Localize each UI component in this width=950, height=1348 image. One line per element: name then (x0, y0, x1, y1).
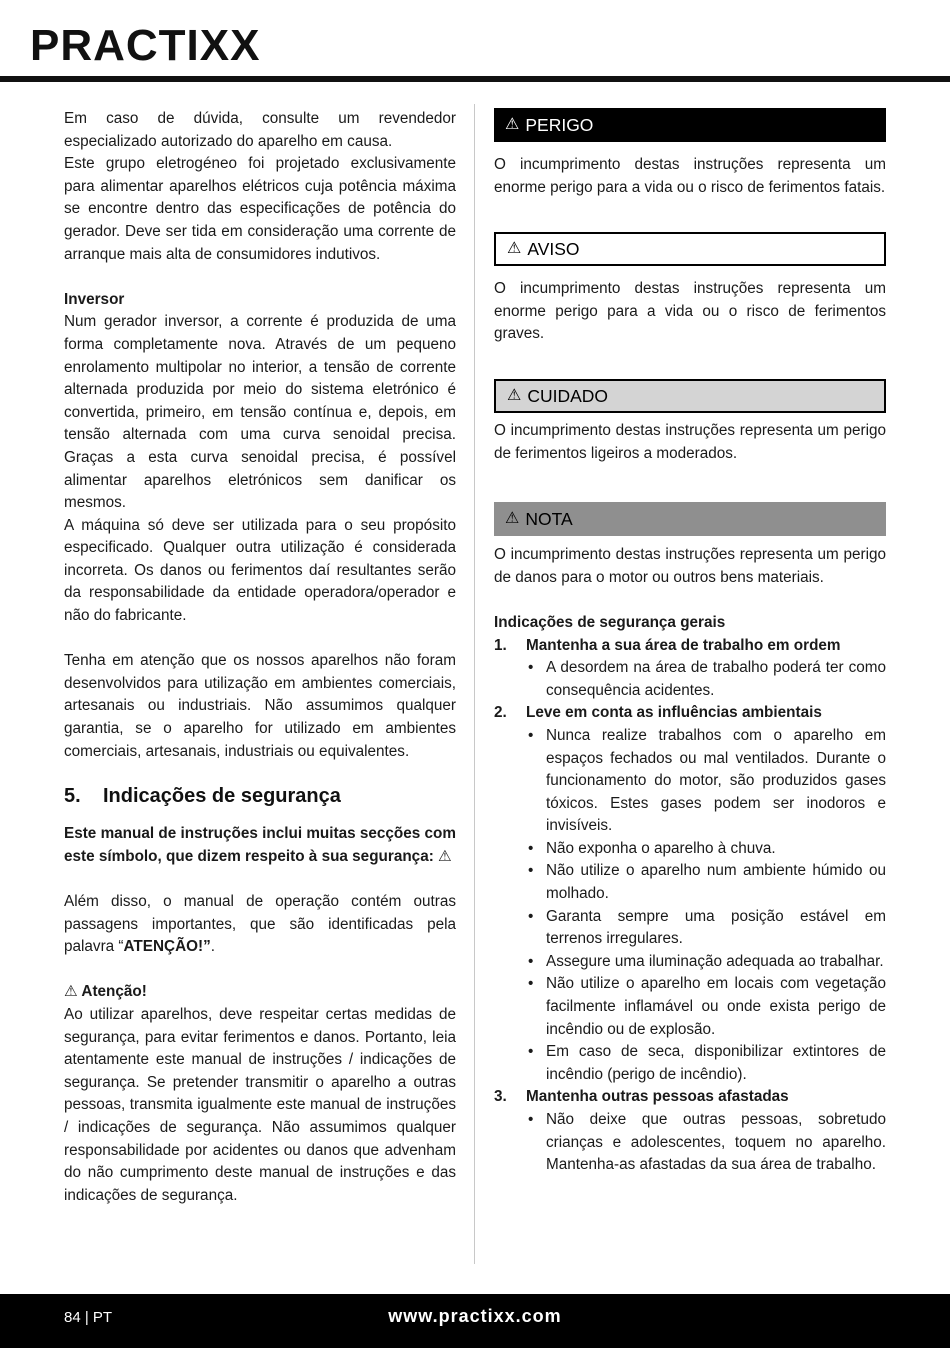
rule-title: Mantenha a sua área de trabalho em ordem (526, 636, 841, 654)
column-divider (474, 104, 475, 1264)
page-number: 84 | PT (64, 1309, 113, 1326)
header-rule (0, 76, 950, 82)
website-url[interactable]: www.practixx.com (388, 1306, 562, 1326)
rule-title: Mantenha outras pessoas afastadas (526, 1088, 789, 1106)
rule-bullet: • Não deixe que outras pessoas, sobretudo crianças e adolescentes, toquem no aparelho. Mantenha-as afastadas da sua área de trabalho. (546, 1109, 886, 1177)
brand-logo-text: PRACTIXX (30, 21, 261, 70)
warning-icon: ⚠ (505, 509, 520, 527)
warning-label: AVISO (527, 238, 580, 259)
note-label: NOTA (525, 508, 573, 529)
danger-text: O incumprimento destas instruções representa um enorme perigo para a vida ou o risco de ferimentos fatais. (494, 156, 886, 196)
safety-rules-list (494, 635, 886, 1177)
paragraph-dealer: Em caso de dúvida, consulte um revendedor especializado autorizado do aparelho em causa. (64, 110, 456, 150)
inversor-title: Inversor (64, 290, 125, 308)
rule-bullets (526, 1109, 886, 1177)
warning-icon: ⚠ (507, 239, 522, 257)
danger-label: PERIGO (525, 114, 594, 135)
paragraph-symbol-intro: Este manual de instruções inclui muitas secções com este símbolo, que dizem respeito à sua segurança: ⚠ (64, 825, 456, 865)
paragraph-warranty: Tenha em atenção que os nossos aparelhos não foram desenvolvidos para utilização em ambientes comerciais, artesanais ou industriais. Não assumimos qualquer garantia, se o aparelho for utilizado em ambientes comerciais, artesanais, industriais ou equivalentes. (64, 652, 456, 760)
left-column (64, 108, 456, 1207)
rule-bullet: • Assegure uma iluminação adequada ao trabalhar. (546, 951, 886, 974)
paragraph-intended-use: Este grupo eletrogéneo foi projetado exclusivamente para alimentar aparelhos elétricos cuja potência máxima se encontre dentro das especificações de potência do gerador. Deve ser tida em consideração uma corrente de arranque mais alta de consumidores indutivos. (64, 155, 456, 263)
rule-number: 1. (494, 636, 507, 654)
page-header (0, 0, 950, 84)
brand-logo (30, 14, 330, 76)
danger-box (494, 108, 886, 142)
safety-rule (494, 1086, 886, 1176)
caution-text: O incumprimento destas instruções representa um perigo de ferimentos ligeiros a moderados. (494, 421, 886, 462)
safety-rule (494, 702, 886, 1086)
rule-bullet: • Não utilize o aparelho em locais com vegetação facilmente inflamável ou onde exista perigo de incêndio ou de explosão. (546, 973, 886, 1041)
paragraph-attention-word (64, 891, 456, 959)
warning-box (494, 232, 886, 266)
section-heading (64, 783, 456, 809)
rule-bullet: • Nunca realize trabalhos com o aparelho em espaços fechados ou mal ventilados. Durante o funcionamento do motor, são produzidos gases tóxicos. Estes gases podem ser inodoros e invisíveis. (546, 725, 886, 838)
caution-box (494, 379, 886, 413)
rule-number: 3. (494, 1088, 507, 1106)
paragraph-inversor: Num gerador inversor, a corrente é produzida de uma forma completamente nova. Através de um pequeno enrolamento multipolar no interior, a tensão de corrente alternada produzida por meio do sistema eletrónico é convertida, primeiro, em tensão contínua e, depois, em tensão alternada com uma curva senoidal precisa. Graças a esta curva senoidal precisa, é possível alimentar aparelhos eletrónicos sem danificar os mesmos. (64, 313, 456, 512)
warning-icon: ⚠ (507, 386, 522, 404)
note-box (494, 502, 886, 536)
rule-number: 2. (494, 704, 507, 722)
page-footer (0, 1294, 950, 1348)
note-text: O incumprimento destas instruções representa um perigo de danos para o motor ou outros bens materiais. (494, 546, 886, 586)
warning-text: O incumprimento destas instruções representa um enorme perigo para a vida ou o risco de ferimentos graves. (494, 280, 886, 343)
rule-bullets (526, 657, 886, 702)
rule-bullet: • A desordem na área de trabalho poderá ter como consequência acidentes. (546, 657, 886, 702)
safety-rule (494, 635, 886, 703)
rule-bullet: • Não exponha o aparelho à chuva. (546, 838, 886, 861)
section-number: 5. (64, 785, 81, 808)
caution-label: CUIDADO (527, 385, 609, 406)
attention-word-text: Além disso, o manual de operação contém outras passagens importantes, que são identificadas pela palavra “ (64, 893, 456, 956)
general-safety-title: Indicações de segurança gerais (494, 613, 726, 631)
rule-bullet: • Em caso de seca, disponibilizar extintores de incêndio (perigo de incêndio). (546, 1041, 886, 1086)
attention-title: ⚠ Atenção! (64, 983, 147, 1001)
attention-word-bold: ATENÇÃO!” (123, 938, 211, 956)
paragraph-purpose: A máquina só deve ser utilizada para o seu propósito especificado. Qualquer outra utilização é considerada incorreta. Os danos ou ferimentos daí resultantes serão da responsabilidade da entidade operadora/operador e não do fabricante. (64, 516, 456, 625)
rule-title: Leve em conta as influências ambientais (526, 704, 822, 722)
paragraph-safety-measures: Ao utilizar aparelhos, deve respeitar certas medidas de segurança, para evitar ferimentos e danos. Portanto, leia atentamente este manual de instruções / indicações de segurança. Se pretender transmitir o aparelho a outras pessoas, transmita igualmente este manual de instruções / indicações de segurança. Não assumimos qualquer responsabilidade por acidentes ou danos que advenham do não cumprimento deste manual de instruções e das indicações de segurança. (64, 1005, 456, 1204)
section-title: Indicações de segurança (103, 785, 341, 808)
rule-bullet: • Não utilize o aparelho num ambiente húmido ou molhado. (546, 860, 886, 905)
right-column (494, 108, 886, 1177)
rule-bullets (526, 725, 886, 1087)
warning-icon: ⚠ (505, 115, 520, 133)
attention-word-end: . (210, 938, 216, 956)
rule-bullet: • Garanta sempre uma posição estável em terrenos irregulares. (546, 906, 886, 951)
